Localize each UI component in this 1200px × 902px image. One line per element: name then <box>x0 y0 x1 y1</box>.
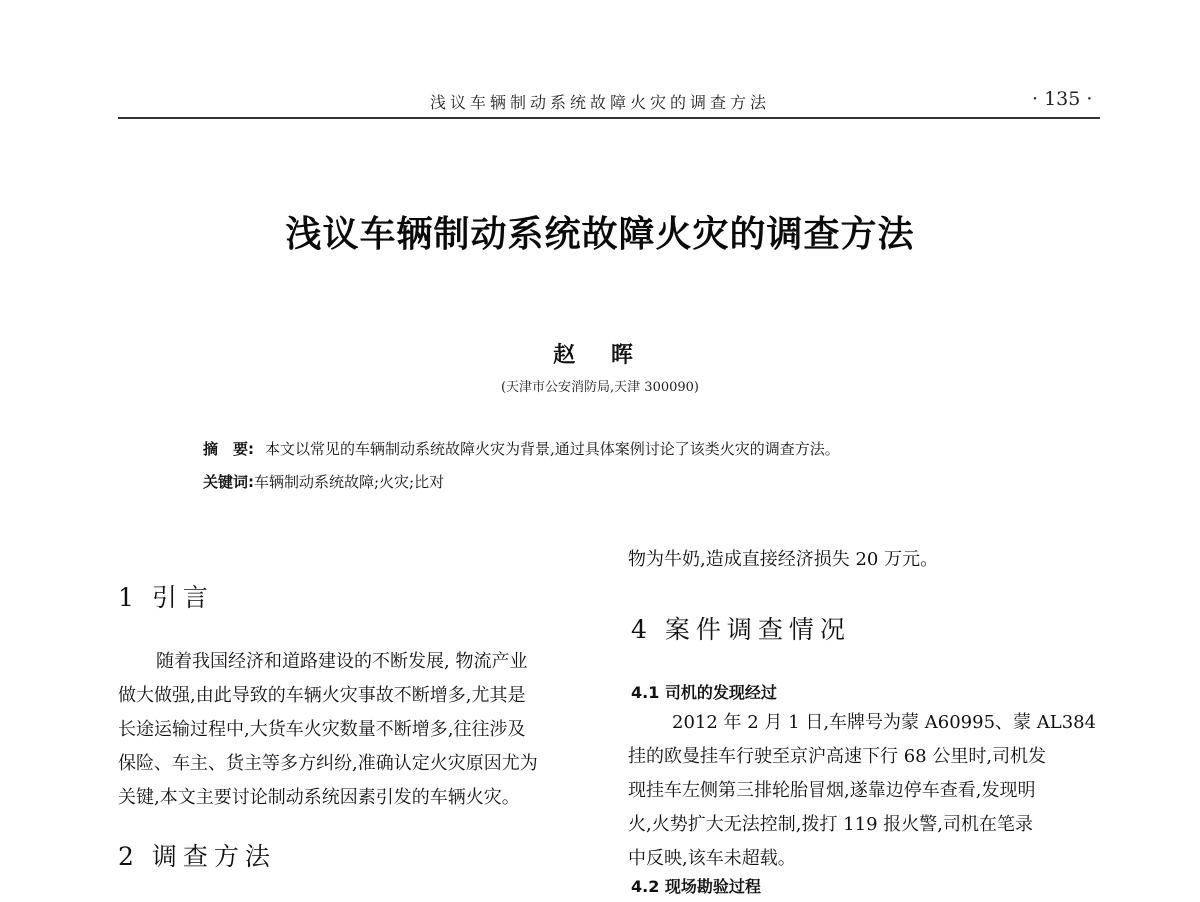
subsection-4-1-heading: 4.1 司机的发现经过 <box>631 683 777 702</box>
keywords <box>203 471 444 492</box>
body-line: 中反映,该车未超载。 <box>628 848 796 869</box>
author-affiliation: (天津市公安消防局,天津 300090) <box>500 380 700 395</box>
subsection-4-1-body <box>628 706 1108 876</box>
section-1-body <box>118 645 598 815</box>
header-rule <box>118 117 1100 119</box>
abstract <box>203 438 840 459</box>
section-2-number: 2 <box>118 842 134 871</box>
section-1-title: 引言 <box>151 583 214 612</box>
keywords-text: 车辆制动系统故障;火灾;比对 <box>254 473 445 491</box>
abstract-label: 摘 要: <box>203 440 254 458</box>
body-line: 关键,本文主要讨论制动系统因素引发的车辆火灾。 <box>118 787 520 808</box>
body-line: 2012 年 2 月 1 日,车牌号为蒙 A60995、蒙 AL384 <box>672 712 1097 733</box>
continued-paragraph: 物为牛奶,造成直接经济损失 20 万元。 <box>628 549 939 570</box>
abstract-text: 本文以常见的车辆制动系统故障火灾为背景,通过具体案例讨论了该类火灾的调查方法。 <box>265 440 840 458</box>
body-line: 挂的欧曼挂车行驶至京沪高速下行 68 公里时,司机发 <box>628 746 1047 767</box>
page-number: · 135 · <box>1032 88 1093 110</box>
body-line: 做大做强,由此导致的车辆火灾事故不断增多,尤其是 <box>118 685 526 706</box>
body-line: 随着我国经济和道路建设的不断发展, 物流产业 <box>156 651 528 672</box>
subsection-4-2-heading: 4.2 现场勘验过程 <box>631 877 761 896</box>
section-4-title: 案件调查情况 <box>664 615 851 644</box>
author-name: 赵 晖 <box>553 342 647 368</box>
section-2-title: 调查方法 <box>151 842 276 871</box>
body-line: 现挂车左侧第三排轮胎冒烟,遂靠边停车查看,发现明 <box>628 780 1036 801</box>
section-4-number: 4 <box>631 615 647 644</box>
body-line: 火,火势扩大无法控制,拨打 119 报火警,司机在笔录 <box>628 814 1033 835</box>
section-4-heading <box>631 610 851 646</box>
body-line: 长途运输过程中,大货车火灾数量不断增多,往往涉及 <box>118 719 526 740</box>
section-2-heading <box>118 837 276 873</box>
body-line: 保险、车主、货主等多方纠纷,准确认定火灾原因尤为 <box>118 753 538 774</box>
section-1-number: 1 <box>118 583 134 612</box>
section-1-heading <box>118 578 214 614</box>
running-header-title: 浅议车辆制动系统故障火灾的调查方法 <box>430 93 771 112</box>
article-title: 浅议车辆制动系统故障火灾的调查方法 <box>285 214 915 255</box>
keywords-label: 关键词: <box>203 473 254 491</box>
